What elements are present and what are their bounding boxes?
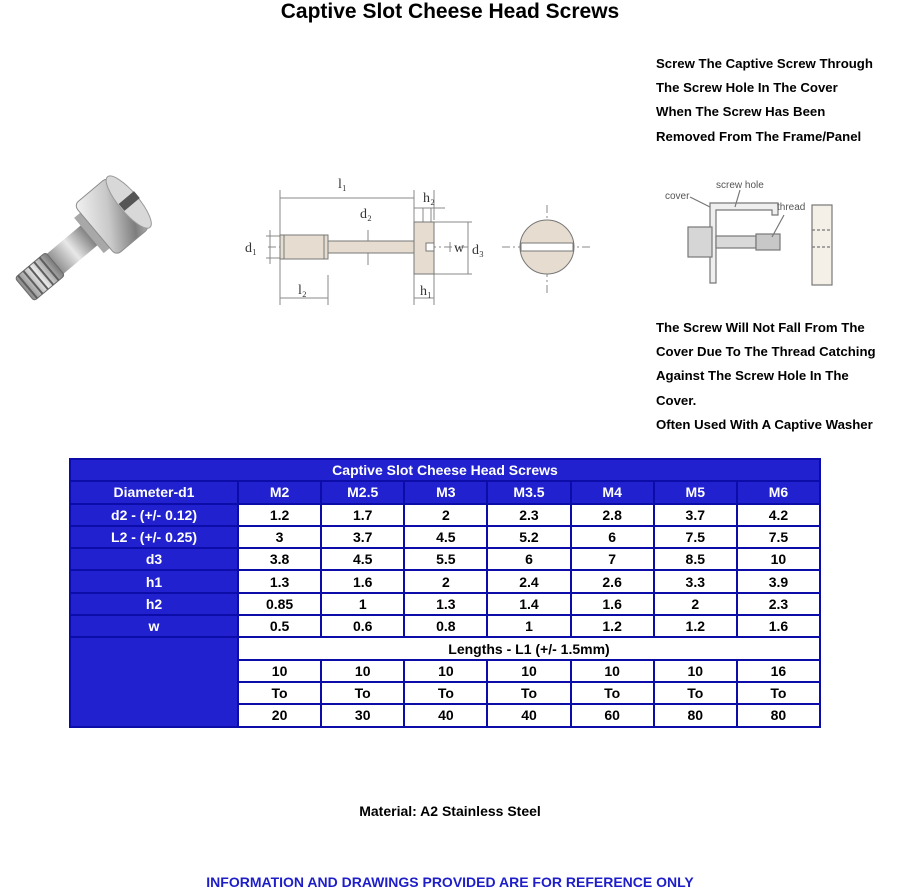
label-d2: d₂ (360, 207, 372, 222)
table-cell: 2.6 (571, 570, 654, 592)
note-line: The Screw Will Not Fall From The (656, 320, 865, 335)
table-row (70, 526, 820, 548)
table-cell: 3.7 (321, 526, 404, 548)
table-cell: 6 (571, 526, 654, 548)
table-cell: 6 (487, 548, 570, 570)
table-cell: 2.8 (571, 504, 654, 526)
table-cell: 2 (404, 504, 487, 526)
size-header: M4 (571, 481, 654, 503)
table-cell: 5.2 (487, 526, 570, 548)
table-header-row (70, 481, 820, 503)
table-cell: 10 (737, 548, 820, 570)
label-l1: l₁ (338, 177, 347, 192)
table-cell: 1.2 (654, 615, 737, 637)
table-cell: 1.6 (571, 593, 654, 615)
table-cell: 4.5 (404, 526, 487, 548)
table-row (70, 615, 820, 637)
table-cell: 2.3 (737, 593, 820, 615)
table-cell: 60 (571, 704, 654, 726)
size-header: M3.5 (487, 481, 570, 503)
table-cell: 30 (321, 704, 404, 726)
table-cell: 1.3 (238, 570, 321, 592)
table-caption: Captive Slot Cheese Head Screws (70, 459, 820, 481)
table-cell: 20 (238, 704, 321, 726)
label-thread: thread (777, 202, 806, 213)
table-cell: 80 (654, 704, 737, 726)
label-d3: d₃ (472, 243, 484, 258)
note-line: Cover Due To The Thread Catching (656, 344, 876, 360)
table-cell: 1 (321, 593, 404, 615)
dimension-drawing (240, 170, 600, 315)
row-label: Diameter-d1 (70, 481, 238, 503)
table-cell: To (321, 682, 404, 704)
note-line: Removed From The Frame/Panel (656, 128, 862, 144)
size-header: M3 (404, 481, 487, 503)
table-cell: 10 (487, 660, 570, 682)
table-cell: 10 (654, 660, 737, 682)
size-header: M6 (737, 481, 820, 503)
size-header: M2.5 (321, 481, 404, 503)
material-note: Material: A2 Stainless Steel (359, 803, 541, 819)
screw-photo (0, 135, 170, 305)
label-h1: h₁ (420, 284, 432, 299)
lengths-header: Lengths - L1 (+/- 1.5mm) (238, 637, 820, 659)
table-cell: To (238, 682, 321, 704)
table-cell: 4.5 (321, 548, 404, 570)
table-cell: 40 (404, 704, 487, 726)
note-line: Cover. (656, 392, 697, 408)
table-cell: To (654, 682, 737, 704)
table-cell: To (737, 682, 820, 704)
table-cell: 1.3 (404, 593, 487, 615)
table-cell: 0.8 (404, 615, 487, 637)
table-cell: 4.2 (737, 504, 820, 526)
table-cell: 1.6 (321, 570, 404, 592)
row-label: h1 (70, 570, 238, 592)
table-cell: 1.2 (571, 615, 654, 637)
table-cell: To (571, 682, 654, 704)
blank-label-cell (70, 637, 238, 726)
note-line: Against The Screw Hole In The (656, 368, 849, 384)
table-cell: 10 (321, 660, 404, 682)
row-label: h2 (70, 593, 238, 615)
table-cell: 3.8 (238, 548, 321, 570)
table-cell: 8.5 (654, 548, 737, 570)
table-cell: 0.6 (321, 615, 404, 637)
table-cell: To (487, 682, 570, 704)
label-h2: h₂ (423, 191, 435, 206)
table-cell: To (404, 682, 487, 704)
row-label: L2 - (+/- 0.25) (70, 526, 238, 548)
label-screw-hole: screw hole (716, 180, 764, 191)
row-label: w (70, 615, 238, 637)
label-d1: d₁ (245, 241, 257, 256)
label-cover: cover (665, 191, 690, 202)
table-cell: 7.5 (737, 526, 820, 548)
label-l2: l₂ (298, 283, 307, 298)
page-title: Captive Slot Cheese Head Screws (280, 0, 620, 23)
table-cell: 1.4 (487, 593, 570, 615)
table-cell: 3.9 (737, 570, 820, 592)
table-cell: 0.85 (238, 593, 321, 615)
table-row (70, 504, 820, 526)
label-w: w (454, 241, 465, 256)
table-cell: 40 (487, 704, 570, 726)
table-cell: 2 (404, 570, 487, 592)
table-cell: 1 (487, 615, 570, 637)
row-label: d2 - (+/- 0.12) (70, 504, 238, 526)
note-line: Often Used With A Captive Washer (656, 416, 873, 432)
instruction-note-bottom (656, 316, 900, 437)
table-cell: 2.4 (487, 570, 570, 592)
table-cell: 1.6 (737, 615, 820, 637)
table-cell: 3.7 (654, 504, 737, 526)
note-line: Screw The Captive Screw Through (656, 56, 873, 71)
table-cell: 3.3 (654, 570, 737, 592)
table-cell: 10 (571, 660, 654, 682)
size-header: M5 (654, 481, 737, 503)
table-row (70, 548, 820, 570)
spec-table (69, 458, 821, 728)
size-header: M2 (238, 481, 321, 503)
table-cell: 0.5 (238, 615, 321, 637)
table-cell: 5.5 (404, 548, 487, 570)
table-cell: 3 (238, 526, 321, 548)
table-cell: 1.2 (238, 504, 321, 526)
table-row (70, 593, 820, 615)
note-line: When The Screw Has Been (656, 104, 826, 120)
captive-diagram (660, 175, 845, 290)
row-label: d3 (70, 548, 238, 570)
table-cell: 7 (571, 548, 654, 570)
table-cell: 10 (404, 660, 487, 682)
table-cell: 7.5 (654, 526, 737, 548)
lengths-header-row (70, 637, 820, 659)
instruction-note-top (656, 52, 900, 149)
table-cell: 2 (654, 593, 737, 615)
table-cell: 1.7 (321, 504, 404, 526)
note-line: The Screw Hole In The Cover (656, 80, 838, 96)
table-cell: 2.3 (487, 504, 570, 526)
table-cell: 80 (737, 704, 820, 726)
disclaimer: INFORMATION AND DRAWINGS PROVIDED ARE FOR REFERENCE ONLY (206, 874, 694, 890)
table-cell: 16 (737, 660, 820, 682)
table-row (70, 570, 820, 592)
table-cell: 10 (238, 660, 321, 682)
